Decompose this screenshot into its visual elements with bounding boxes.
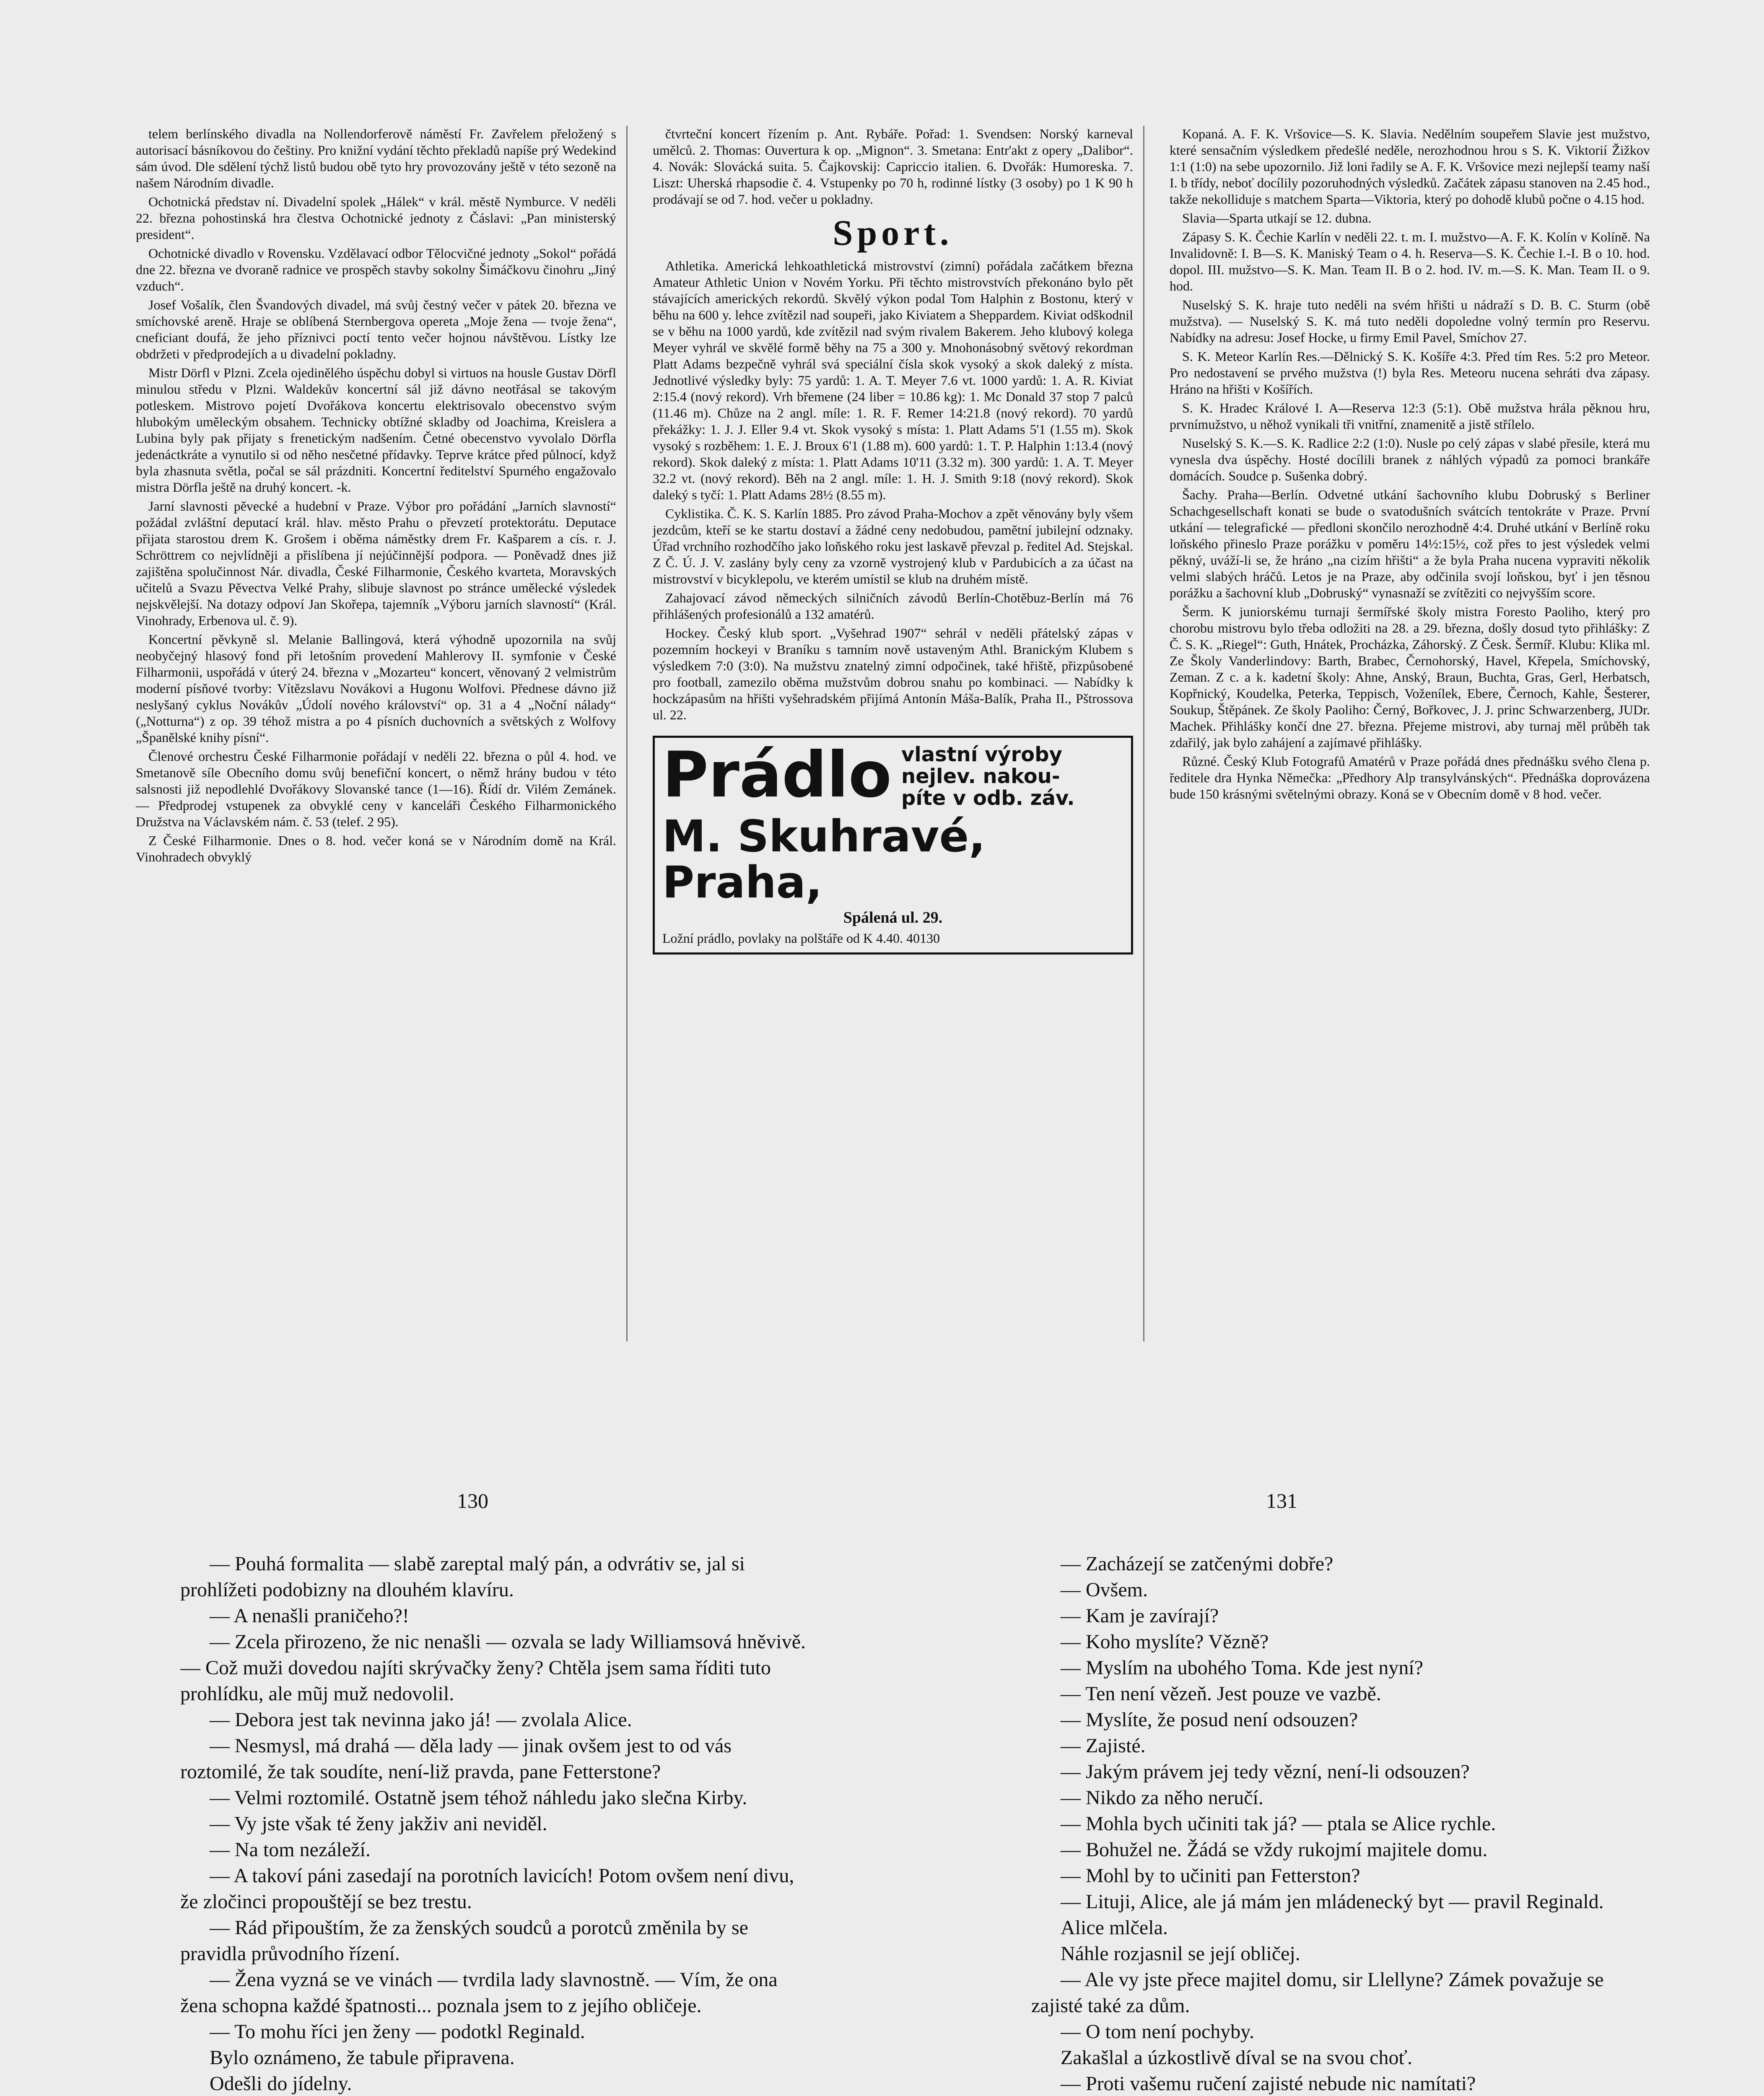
book-paragraph: Náhle rozjasnil se její obličej.: [1061, 1943, 1300, 1965]
book-paragraph: — Myslíte, že posud není odsouzen?: [1061, 1709, 1358, 1731]
news-paragraph: Zápasy S. K. Čechie Karlín v neděli 22. t. m. I. mužstvo—A. F. K. Kolín v Kolíně. Na Invalidovně: I. B—S. K. Maniský Team o 4. h. Reserva—S. K. Čechie I.-I. B o 10. hod. dopol. III. mužstvo—S. K. Man. Team II. B o 2. hod. IV. m.—S. K. Man. Team II. o 9. hod.: [1170, 229, 1650, 293]
book-paragraph: — Koho myslíte? Vězně?: [1061, 1631, 1269, 1653]
right-page-number: 131: [1266, 1489, 1297, 1512]
book-paragraph: — Mohl by to učiniti pan Fetterston?: [1061, 1865, 1360, 1887]
book-paragraph: — Zcela přirozeno, že nic nenašli — ozvala se lady Williamsová hněvivě. — Což muži dovedou najíti skrývačky ženy? Chtěla jsem sama říditi tuto prohlídku, ale mũj muž nedovolil.: [180, 1631, 806, 1705]
ad-claim: [901, 744, 1123, 809]
book-paragraph: — Myslím na ubohého Toma. Kde jest nyní?: [1061, 1657, 1423, 1679]
news-paragraph: S. K. Meteor Karlín Res.—Dělnický S. K. Košíře 4:3. Před tím Res. 5:2 pro Meteor. Pro nedostavení se prvého mužstva (!) byla Res. Meteoru nucena sehráti dva zápasy. Hráno na hřišti v Košířích.: [1170, 349, 1650, 397]
book-paragraph: Bylo oznámeno, že tabule připravena.: [210, 2047, 515, 2069]
news-paragraph: Nuselský S. K.—S. K. Radlice 2:2 (1:0). Nusle po celý zápas v slabé přesile, která mu vynesla dva úspěchy. Hosté docílili branek z náhlých výpadů za pomoci brankáře domácích. Soudce p. Sušenka dobrý.: [1170, 436, 1650, 483]
news-paragraph: čtvrteční koncert řízením p. Ant. Rybáře. Pořad: 1. Svendsen: Norský karneval umělců. 2. Thomas: Ouvertura k op. „Mignon“. 3. Smetana: Entr'akt z opery „Dalibor“. 4. Novák: Slovácká suita. 5. Čajkovskij: Capriccio italien. 6. Dvořák: Humoreska. 7. Liszt: Uherská rhapsodie č. 4. Vstupenky po 70 h, rodinné lístky (3 osoby) po 1 K 90 h prodávají se od 7. hod. večer u pokladny.: [653, 126, 1133, 207]
book-paragraph: — Jakým právem jej tedy vězní, není-li odsouzen?: [1061, 1761, 1470, 1783]
book-paragraph: — Ovšem.: [1061, 1579, 1148, 1601]
news-paragraph: Šerm. K juniorskému turnaji šermířské školy mistra Foresto Paoliho, který pro chorobu mistrovu bylo třeba odložiti na 28. a 29. března, došly dosud tyto přihlášky: Z Č. S. K. „Riegel“: Guth, Hnátek, Procházka, Záhorský. Z Česk. Šermíř. Klubu: Klika ml. Ze Školy Vanderlindovy: Barth, Brabec, Černohorský, Havel, Křepela, Smíchovský, Zeman. Z c. a k. kadetní školy: Ahne, Anský, Braun, Buchta, Gras, Gerl, Herbatsch, Kopřnický, Koudelka, Peterka, Teppisch, Voženílek, Ebere, Černoch, Kahle, Šesterer, Soukup, Štěpánek. Ze školy Paoliho: Černý, Bořkovec, J. J. princ Schwarzenberg, JUDr. Machek. Přihlášky končí dne 27. března. Přejeme mistrovi, aby turnaj měl průběh tak zdařilý, jak bylo zahájení a zajímavé přihlášky.: [1170, 604, 1650, 750]
concert-notice: [653, 126, 1133, 208]
news-paragraph: Nuselský S. K. hraje tuto neděli na svém hřišti u nádraží s D. B. C. Sturm (obě mužstva). — Nuselský S. K. má tuto neděli dopoledne volný termín pro Reservu. Nabídky na adresu: Josef Hocke, u firmy Emil Pavel, Smíchov 27.: [1170, 297, 1650, 345]
book-paragraph: — A takoví páni zasedají na porotních lavicích! Potom ovšem není divu, že zločinci propouštějí se bez trestu.: [180, 1865, 794, 1913]
news-paragraph: Různé. Český Klub Fotografů Amatérů v Praze pořádá dnes přednášku svého člena p. ředitele dra Hynka Němečka: „Předhory Alp transylvánských“. Přednáška doprovázena bude 150 krásnými světelnými obrazy. Koná se v Obecním domě v 8 hod. večer.: [1170, 754, 1650, 802]
news-paragraph: Ochotnická představ ní. Divadelní spolek „Hálek“ v král. městě Nymburce. V neděli 22. března pohostinská hra člestva Ochotnické jednoty z Čáslavi: „Pan ministerský president“.: [136, 194, 616, 242]
book-page-left: [180, 1551, 809, 2096]
book-paragraph: — Vy jste však té ženy jakživ ani neviděl.: [210, 1813, 547, 1835]
news-paragraph: S. K. Hradec Králové I. A—Reserva 12:3 (5:1). Obě mužstva hrála pěknou hru, prvnímužstvo, u něhož vynikali tři vnitřní, znamenitě a jistě střílelo.: [1170, 400, 1650, 432]
news-paragraph: Mistr Dörfl v Plzni. Zcela ojedinělého úspěchu dobyl si virtuos na housle Gustav Dörfl minulou středu v Plzni. Waldekův koncertní sál již dávno neotřásal se takovým potleskem. Mistrovo pojetí Dvořákova koncertu elektrisovalo obecenstvo svým hlubokým uměleckým obsahem. Technicky obtížné skladby od Joachima, Kreislera a Lubina byly pak přijaty s frenetickým nadšením. Četné obecenstvo vyvolalo Dörfla jedenáctkráte a vynutilo si od něho nesčetné přídavky. Teprve krátce před půlnocí, když byla zhasnuta světla, počal se sál prázdniti. Koncertní ředitelství Spurného engažovalo mistra Dörfla ještě na druhý koncert. -k.: [136, 365, 616, 495]
book-page-right: [1031, 1551, 1660, 2096]
book-paragraph: Zakašlal a úzkostlivě díval se na svou choť.: [1061, 2047, 1412, 2069]
ad-address: Spálená ul. 29.: [843, 909, 943, 926]
book-paragraph: — A nenašli praničeho?!: [210, 1605, 409, 1627]
news-paragraph: Členové orchestru České Filharmonie pořádají v neděli 22. března o půl 4. hod. ve Smetanově síle Obecního domu svůj benefiční koncert, o němž hrány budou v této salsnosti již nepodlehlé Dvořákovy Slovanské tance (1—16). Řídí dr. Vilém Zemánek. — Předprodej vstupenek za obvyklé ceny v kanceláři Českého Filharmonického Družstva na Václavském nám. č. 53 (telef. 2 95).: [136, 749, 616, 829]
book-paragraph: — Ten není vězeň. Jest pouze ve vazbě.: [1061, 1683, 1381, 1705]
book-paragraph: — Nikdo za něho neručí.: [1061, 1787, 1263, 1809]
news-paragraph: Z České Filharmonie. Dnes o 8. hod. večer koná se v Národním domě na Král. Vinohradech obvyklý: [136, 833, 616, 864]
book-paragraph: — Velmi roztomilé. Ostatně jsem téhož náhledu jako slečna Kirby.: [210, 1787, 747, 1809]
book-paragraph: — Mohla bych učiniti tak já? — ptala se Alice rychle.: [1061, 1813, 1496, 1835]
book-paragraph: — O tom není pochyby.: [1061, 2021, 1255, 2043]
book-paragraph: — Rád připouštím, že za ženských soudců a porotců změnila by se pravidla průvodního řízení.: [180, 1917, 748, 1965]
book-paragraph: — Ale vy jste přece majitel domu, sir Llellyne? Zámek považuje se zajisté také za dům.: [1031, 1969, 1604, 2017]
book-paragraph: Alice mlčela.: [1061, 1917, 1168, 1939]
news-paragraph: Kopaná. A. F. K. Vršovice—S. K. Slavia. Nedělním soupeřem Slavie jest mužstvo, které sensačním výsledkem předešlé neděle, nerozhodnou hrou s S. K. Viktorií Žižkov 1:1 (1:0) na sebe upozornilo. Již loni řadily se A. F. K. Vršovice mezi nejlepší teamy naší I. b třídy, neboť docílily pozoruhodných výsledků. Začátek zápasu stanoven na 2.45 hod., takže nekolliduje s matchem Sparta—Viktoria, který po dohodě klubů počne o 4.15 hod.: [1170, 126, 1650, 207]
book-paragraph: — Nesmysl, má drahá — děla lady — jinak ovšem jest to od vás roztomilé, že tak soudíte, není-liž pravda, pane Fetterstone?: [180, 1735, 732, 1783]
news-paragraph: Šachy. Praha—Berlín. Odvetné utkání šachovního klubu Dobruský s Berliner Schachgesellschaft konati se bude o svatodušních svátcích tentokráte v Praze. První utkání — telegrafické — předloni skončilo nerozhodně 4:4. Druhé utkání v Berlíně roku loňského přineslo Praze porážku v poměru 14½:15½, což přes to jest výsledek velmi pěkný, uváží-li se, že hráno „na cizím hřišti“ a že byla Praha nucena vypraviti několik velmi slabých hráčů. Letos je na Praze, aby odčinila svojí loňskou, byť i jen těsnou porážku a šachovní klub „Dobruský“ vynasnaží se zvítěziti co nejvyšším score.: [1170, 487, 1650, 600]
book-paragraph: — Lituji, Alice, ale já mám jen mládenecký byt — pravil Reginald.: [1061, 1891, 1604, 1913]
book-paragraph: — Debora jest tak nevinna jako já! — zvolala Alice.: [210, 1709, 632, 1731]
book-paragraph: — Bohužel ne. Žádá se vždy rukojmí majitele domu.: [1061, 1839, 1488, 1861]
ad-brand: Prádlo: [662, 739, 892, 812]
ad-claim-line: vlastní výroby: [901, 743, 1062, 766]
newspaper-clipping: [126, 126, 1660, 1341]
advertisement: [653, 736, 1133, 955]
sport-heading: Sport.: [833, 213, 953, 253]
sport-paragraph: Athletika. Americká lehkoathletická mistrovství (zimní) pořádala začátkem března Amateur Athletic Union v Novém Yorku. Při těchto mistrovstvích překonáno bylo pět stávajících amerických rekordů. Skvělý výkon podal Tom Halphin z Bostonu, který v běhu na 600 y. lehce zvítězil nad soupeři, jako Kiviatem a Sheppardem. Kiviat odškodnil se v běhu na 1000 yardů, kde zvítězil nad svým rivalem Bakerem. Jeho klubový kolega Meyer vyhrál ve skvělé formě běhy na 75 a 300 y. Mnohonásobný světový rekordman Platt Adams bezpečně vyhrál svá speciální čísla skok vysoký a skok daleký z místa. Jednotlivé výsledky byly: 75 yardů: 1. A. T. Meyer 7.6 vt. 1000 yardů: 1. A. R. Kiviat 2:15.4 (nový rekord). Vrh břemene (24 liber = 10.86 kg): 1. Mc Donald 37 stop 7 palců (11.46 m). Chůze na 2 angl. míle: 1. R. F. Remer 14:21.8 (nový rekord). 70 yardů překážky: 1. J. J. Eller 9.4 vt. Skok vysoký s místa: 1. Platt Adams 5'1 (1.55 m). Skok vysoký s rozběhem: 1. E. J. Broux 6'1 (1.88 m). 600 yardů: 1. T. P. Halphin 1:13.4 (nový rekord). Skok daleký z místa: 1. Platt Adams 10'11 (3.32 m). 300 yardů: 1. A. T. Meyer 32.2 vt. (nový rekord). Běh na 2 angl. míle: 1. H. J. Smith 9:18 (nový rekord). Skok daleký s tyčí: 1. Platt Adams 28½ (8.55 m).: [653, 258, 1133, 502]
ad-footer: Ložní prádlo, povlaky na polštáře od K 4.40. 40130: [662, 931, 940, 946]
book-paragraph: — Na tom nezáleží.: [210, 1839, 371, 1861]
sport-articles: [653, 258, 1133, 723]
news-paragraph: Jarní slavnosti pěvecké a hudební v Praze. Výbor pro pořádání „Jarních slavností“ požádal zvláštní deputací král. hlav. město Prahu o převzetí protektorátu. Deputace přijata starostou drem K. Grošem i oběma náměstky drem Fr. Kašparem a cís. r. J. Schröttrem co nejvlídněji a přislíbena jí nejúčinnější podpora. — Poněvadž dnes již zajištěna spolučinnost Nár. divadla, České Filharmonie, Českého kvarteta, Moravských učitelů a Svazu Pěvectva Velké Prahy, slibuje slavnost po stránce umělecké výsledek nejskvělejší. Na dotazy odpoví Jan Skořepa, tajemník „Výboru jarních slavností“ (Král. Vinohrady, Erbenova ul. č. 9).: [136, 498, 616, 628]
newspaper-column-2: [643, 126, 1144, 1341]
book-paragraph: Odešli do jídelny.: [210, 2073, 352, 2095]
book-paragraph: — Žena vyzná se ve vinách — tvrdila lady slavnostně. — Vím, že ona žena schopna každé špatnosti... poznala jsem to z jejího obličeje.: [180, 1969, 778, 2017]
news-paragraph: Ochotnické divadlo v Rovensku. Vzdělavací odbor Tělocvičné jednoty „Sokol“ pořádá dne 22. března ve dvoraně radnice ve prospěch stavby sokolny Šimáčkovu činohru „Jiný vzduch“.: [136, 246, 616, 293]
book-paragraph: — To mohu říci jen ženy — podotkl Reginald.: [210, 2021, 585, 2043]
book-paragraph: — Zajisté.: [1061, 1735, 1146, 1757]
book-paragraph: — Pouhá formalita — slabě zareptal malý pán, a odvrátiv se, jal si prohlížeti podobizny na dlouhém klavíru.: [180, 1553, 745, 1601]
news-paragraph: Koncertní pěvkyně sl. Melanie Ballingová, která výhodně upozornila na svůj neobyčejný hlasový fond při letošním provedení Mahlerovy II. symfonie v České Filharmonii, uspořádá v úterý 24. března v „Mozarteu“ koncert, věnovaný 2 velmistrům moderní písňové tvorby: Vítězslavu Novákovi a Hugonu Wolfovi. Přednese dávno již neslyšaný cyklus Novákův „Údolí nového království“ op. 31 a 4 „Noční nálady“ („Notturna“) z op. 39 téhož mistra a po 4 písních duchovních a světských z Wolfovy „Španělské knihy písní“.: [136, 632, 616, 745]
newspaper-column-1: [126, 126, 628, 1341]
ad-claim-line: nejlev. nakou-: [901, 765, 1060, 788]
ad-firm-name: M. Skuhravé, Praha,: [662, 811, 986, 908]
book-paragraph: — Proti vašemu ručení zajisté nebude nic namítati?: [1061, 2073, 1476, 2095]
sport-paragraph: Cyklistika. Č. K. S. Karlín 1885. Pro závod Praha-Mochov a zpět věnovány byly všem jezdcům, kteří se ke startu dostaví a žádné ceny nedobudou, pamětní jubilejní odznaky. Úřad vrchního rozhodčího jako loňského roku jest laskavě převzal p. ředitel Ad. Stejskal. Z Č. Ú. J. V. zaslány byly ceny za vzorně vystrojený klub v Pardubicích a za účast na mistrovství v bicyklepolu, ve kterém umístil se klub na druhém místě.: [653, 506, 1133, 586]
book-paragraph: — Zacházejí se zatčenými dobře?: [1061, 1553, 1333, 1575]
sport-paragraph: Zahajovací závod německých silničních závodů Berlín-Chotěbuz-Berlín má 76 přihlášených profesionálů a 132 amatérů.: [653, 590, 1133, 622]
sport-paragraph: Hockey. Český klub sport. „Vyšehrad 1907“ sehrál v neděli přátelský zápas v pozemním hockeyi v Braníku s tamním nově ustaveným Athl. Branickým Klubem s výsledkem 7:0 (3:0). Na mužstvu znatelný zimní odpočinek, také hřiště, přizpůsobené pro football, zamezilo oběma mužstvům dobrou snahu po kombinaci. — Nabídky k hockzápasům na hřišti vyšehradském přijímá Antonín Máša-Balík, Praha II., Pštrossova ul. 22.: [653, 625, 1133, 722]
news-paragraph: Josef Vošalík, člen Švandových divadel, má svůj čestný večer v pátek 20. března ve smíchovské areně. Hraje se oblíbená Sternbergova opereta „Moje žena — tvoje žena“, cneficiant doufá, že jeho příznivci poctí tento večer hojnou návštěvou. Lístky lze obdržeti v předprodejích a u divadelní pokladny.: [136, 297, 616, 361]
newspaper-column-3: [1160, 126, 1660, 1341]
left-page-number: 130: [457, 1489, 488, 1512]
ad-claim-line: píte v odb. záv.: [901, 786, 1075, 810]
book-paragraph: — Kam je zavírají?: [1061, 1605, 1219, 1627]
news-paragraph: Slavia—Sparta utkají se 12. dubna.: [1182, 210, 1372, 226]
news-paragraph: telem berlínského divadla na Nollendorferově náměstí Fr. Zavřelem přeložený s autorisací básníkovou do češtiny. Pro knižní vydání těchto překladů napíše prý Wedekind sám úvod. Dle sdělení týchž listů budou obě tyto hry provozovány ještě v této sezoně na našem Národním divadle.: [136, 126, 616, 190]
